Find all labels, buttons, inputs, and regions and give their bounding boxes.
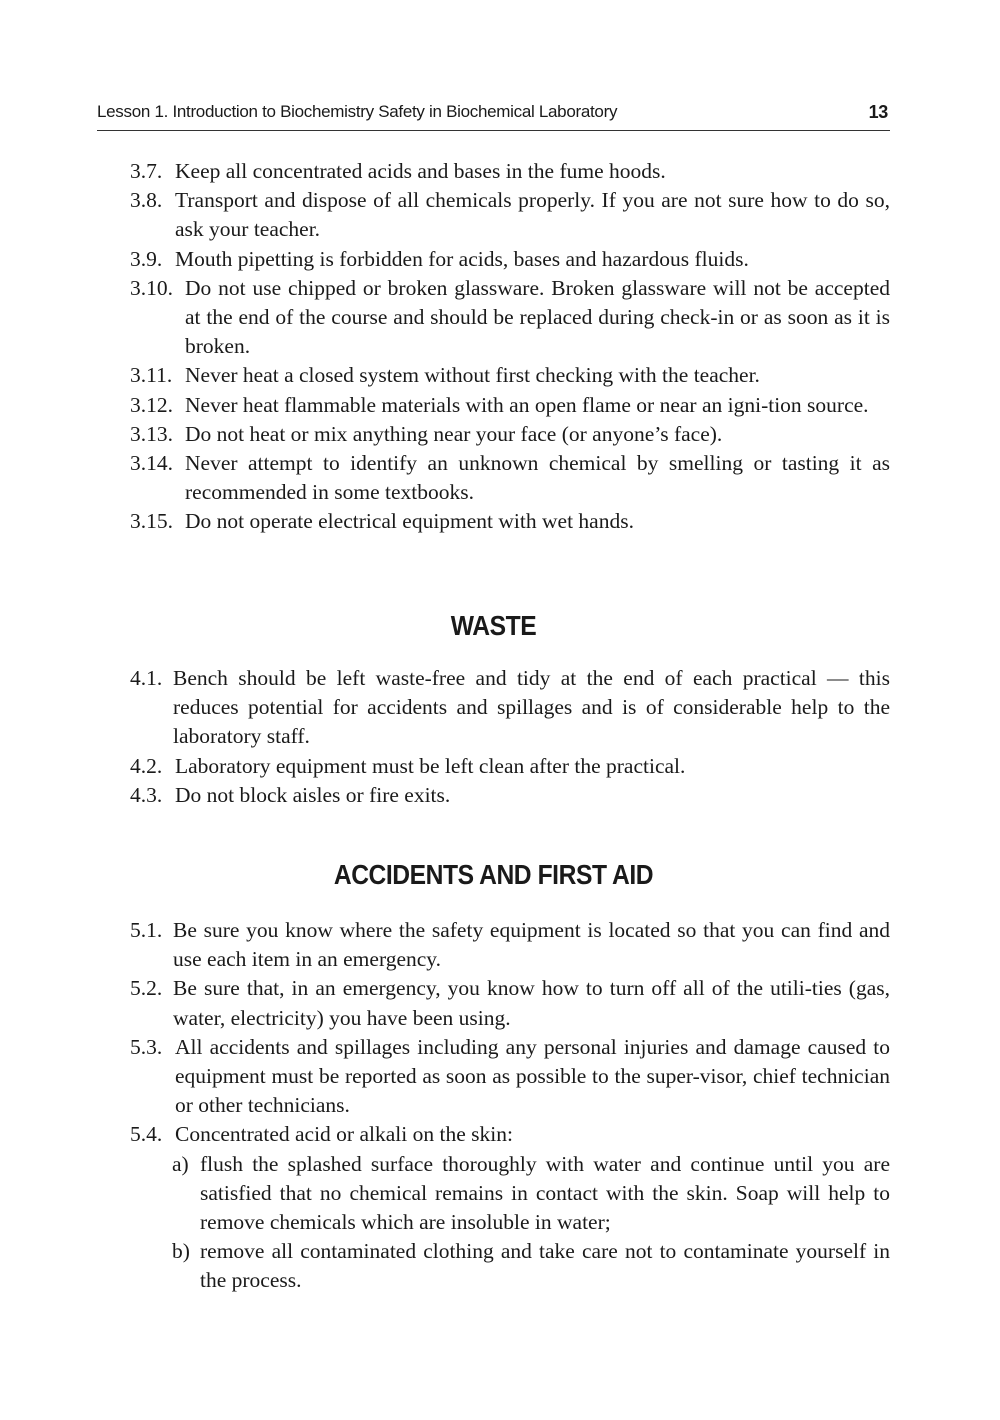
- list-item: [130, 507, 890, 536]
- item-text: Laboratory equipment must be left clean after the practical.: [175, 753, 686, 778]
- item-text: Never attempt to identify an unknown chemical by smelling or tasting it as recommended in some textbooks.: [185, 451, 890, 505]
- page-number: 13: [868, 102, 888, 122]
- section-3-list: [130, 157, 890, 537]
- item-number: 5.2.: [130, 976, 163, 1001]
- running-header: [97, 100, 890, 131]
- item-text: Do not heat or mix anything near your face (or anyone’s face).: [185, 421, 723, 446]
- item-text: Be sure that, in an emergency, you know how to turn off all of the utili-ties (gas, water, electricity) you have been using.: [173, 976, 890, 1030]
- list-item: [130, 449, 890, 507]
- item-number: 5.1.: [130, 918, 163, 942]
- list-item: [130, 1120, 890, 1149]
- section-heading-accidents: ACCIDENTS AND FIRST AID: [333, 859, 654, 890]
- item-number: 3.9.: [130, 246, 163, 271]
- accidents-list: [130, 916, 890, 1296]
- list-item: [130, 391, 890, 420]
- item-number: 3.10.: [130, 275, 173, 300]
- list-item: [130, 916, 890, 974]
- sub-list-item: [172, 1150, 890, 1238]
- list-item: [130, 1033, 890, 1121]
- item-number: 4.2.: [130, 753, 163, 778]
- list-item: [130, 157, 890, 186]
- list-item: [130, 361, 890, 390]
- item-number: 3.7.: [130, 159, 163, 183]
- item-text: Concentrated acid or alkali on the skin:: [175, 1122, 513, 1147]
- item-number: 3.13.: [130, 421, 173, 446]
- item-number: 3.8.: [130, 188, 163, 213]
- item-letter: a): [172, 1151, 189, 1176]
- list-item: [130, 781, 890, 810]
- item-text: Bench should be left waste-free and tidy at the end of each practical — this reduces potential for accidents and spillages and is of considerable help to the laboratory staff.: [173, 666, 890, 749]
- item-letter: b): [172, 1239, 190, 1264]
- item-number: 3.15.: [130, 509, 173, 534]
- list-item: [130, 420, 890, 449]
- item-text: Be sure you know where the safety equipment is located so that you can find and use each item in an emergency.: [173, 918, 890, 972]
- item-text: flush the splashed surface thoroughly with water and continue until you are satisfied that no chemical remains in contact with the skin. Soap will help to remove chemicals which are insoluble in water;: [200, 1151, 890, 1235]
- item-text: Do not operate electrical equipment with wet hands.: [185, 509, 634, 534]
- list-item: [130, 274, 890, 362]
- list-item: [130, 974, 890, 1032]
- list-item: [130, 752, 890, 781]
- list-item: [130, 664, 890, 752]
- running-header-title: Lesson 1. Introduction to Biochemistry Safety in Biochemical Laboratory: [97, 102, 618, 121]
- sub-list-item: [172, 1237, 890, 1295]
- item-number: 5.3.: [130, 1034, 163, 1059]
- section-heading-waste: WASTE: [450, 610, 537, 641]
- item-text: All accidents and spillages including any personal injuries and damage caused to equipment must be reported as soon as possible to the super-visor, chief technician or other technicians.: [175, 1034, 890, 1118]
- item-text: Transport and dispose of all chemicals properly. If you are not sure how to do so, ask your teacher.: [175, 188, 890, 242]
- item-text: Do not block aisles or fire exits.: [175, 782, 451, 807]
- item-number: 3.11.: [130, 363, 173, 388]
- item-text: Keep all concentrated acids and bases in the fume hoods.: [175, 159, 666, 183]
- item-text: Never heat flammable materials with an open flame or near an igni-tion source.: [185, 392, 869, 417]
- item-text: Do not use chipped or broken glassware. Broken glassware will not be accepted at the end of the course and should be replaced during check-in or as soon as it is broken.: [185, 275, 890, 359]
- item-number: 4.1.: [130, 666, 163, 690]
- item-text: Never heat a closed system without first checking with the teacher.: [185, 363, 760, 388]
- item-number: 4.3.: [130, 782, 163, 807]
- list-item: [130, 245, 890, 274]
- item-number: 5.4.: [130, 1122, 163, 1147]
- item-number: 3.14.: [130, 451, 173, 476]
- item-text: remove all contaminated clothing and take care not to contaminate yourself in the process.: [200, 1239, 890, 1293]
- list-item: [130, 186, 890, 244]
- item-text: Mouth pipetting is forbidden for acids, bases and hazardous fluids.: [175, 246, 749, 271]
- item-number: 3.12.: [130, 392, 173, 417]
- waste-list: [130, 664, 890, 810]
